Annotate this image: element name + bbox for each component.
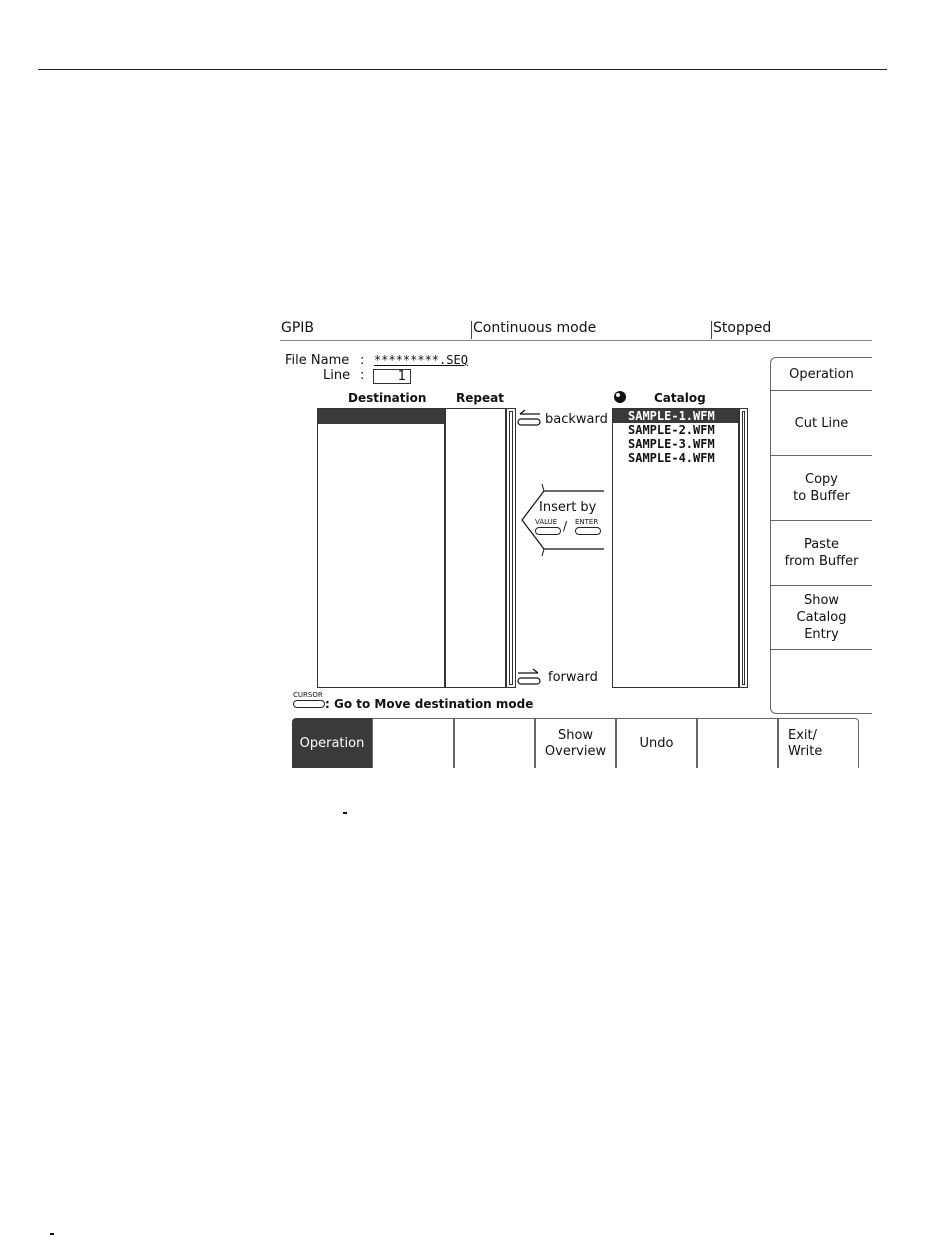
insert-by-label: Insert by — [539, 500, 597, 515]
arrow-left-icon — [517, 409, 541, 427]
file-name-colon: : — [360, 353, 365, 368]
paste-from-buffer-button[interactable]: Paste from Buffer — [771, 521, 872, 586]
catalog-header: Catalog — [654, 391, 706, 405]
catalog-item[interactable]: SAMPLE-1.WFM — [613, 409, 738, 423]
status-divider — [711, 321, 712, 339]
cursor-key[interactable] — [293, 700, 325, 708]
side-menu-title: Operation — [771, 358, 872, 391]
copy-to-buffer-button[interactable]: Copy to Buffer — [771, 456, 872, 521]
show-overview-button[interactable]: Show Overview — [535, 718, 616, 768]
file-name-label: File Name — [285, 353, 350, 368]
enter-key-label: ENTER — [575, 518, 599, 526]
line-label: Line — [323, 368, 351, 383]
file-name-value[interactable]: *********.SEQ — [374, 353, 468, 367]
page-mark — [50, 1233, 54, 1235]
forward-label: forward — [548, 670, 598, 685]
show-catalog-entry-button[interactable]: Show Catalog Entry — [771, 586, 872, 650]
page-top-rule — [38, 69, 887, 70]
destination-selected-row[interactable] — [318, 409, 444, 424]
repeat-list[interactable] — [445, 408, 506, 688]
exit-write-button[interactable]: Exit/ Write — [778, 718, 859, 768]
side-menu — [770, 357, 872, 714]
enter-key[interactable] — [575, 527, 601, 535]
page-mark — [343, 812, 347, 814]
instrument-screen — [280, 316, 872, 768]
line-colon: : — [360, 368, 365, 383]
catalog-item[interactable]: SAMPLE-4.WFM — [628, 451, 715, 465]
insert-slash: / — [563, 519, 568, 533]
line-input[interactable]: 1 — [373, 369, 411, 384]
status-divider — [471, 321, 472, 339]
destination-list[interactable] — [317, 408, 445, 688]
status-mode: Continuous mode — [473, 320, 597, 336]
operation-button[interactable]: Operation — [292, 718, 372, 768]
destination-scrollbar[interactable] — [506, 408, 516, 688]
destination-header: Destination — [348, 391, 427, 405]
catalog-item[interactable]: SAMPLE-3.WFM — [628, 437, 715, 451]
cut-line-button[interactable]: Cut Line — [771, 391, 872, 456]
undo-button[interactable]: Undo — [616, 718, 697, 768]
catalog-list[interactable] — [612, 408, 739, 688]
catalog-scrollbar[interactable] — [739, 408, 748, 688]
bottom-blank-button-3[interactable] — [454, 718, 535, 768]
arrow-right-icon — [517, 668, 541, 686]
status-run-state: Stopped — [713, 320, 772, 336]
backward-label: backward — [545, 412, 608, 427]
cursor-key-label: CURSOR — [293, 691, 323, 699]
repeat-header: Repeat — [456, 391, 504, 405]
status-gpib: GPIB — [281, 320, 315, 336]
catalog-item[interactable]: SAMPLE-2.WFM — [628, 423, 715, 437]
value-key-label: VALUE — [535, 518, 558, 526]
knob-icon — [614, 391, 626, 403]
value-key[interactable] — [535, 527, 561, 535]
cursor-hint-text: : Go to Move destination mode — [325, 697, 534, 711]
bottom-blank-button-6[interactable] — [697, 718, 778, 768]
bottom-blank-button-2[interactable] — [372, 718, 454, 768]
status-bar — [280, 316, 872, 341]
